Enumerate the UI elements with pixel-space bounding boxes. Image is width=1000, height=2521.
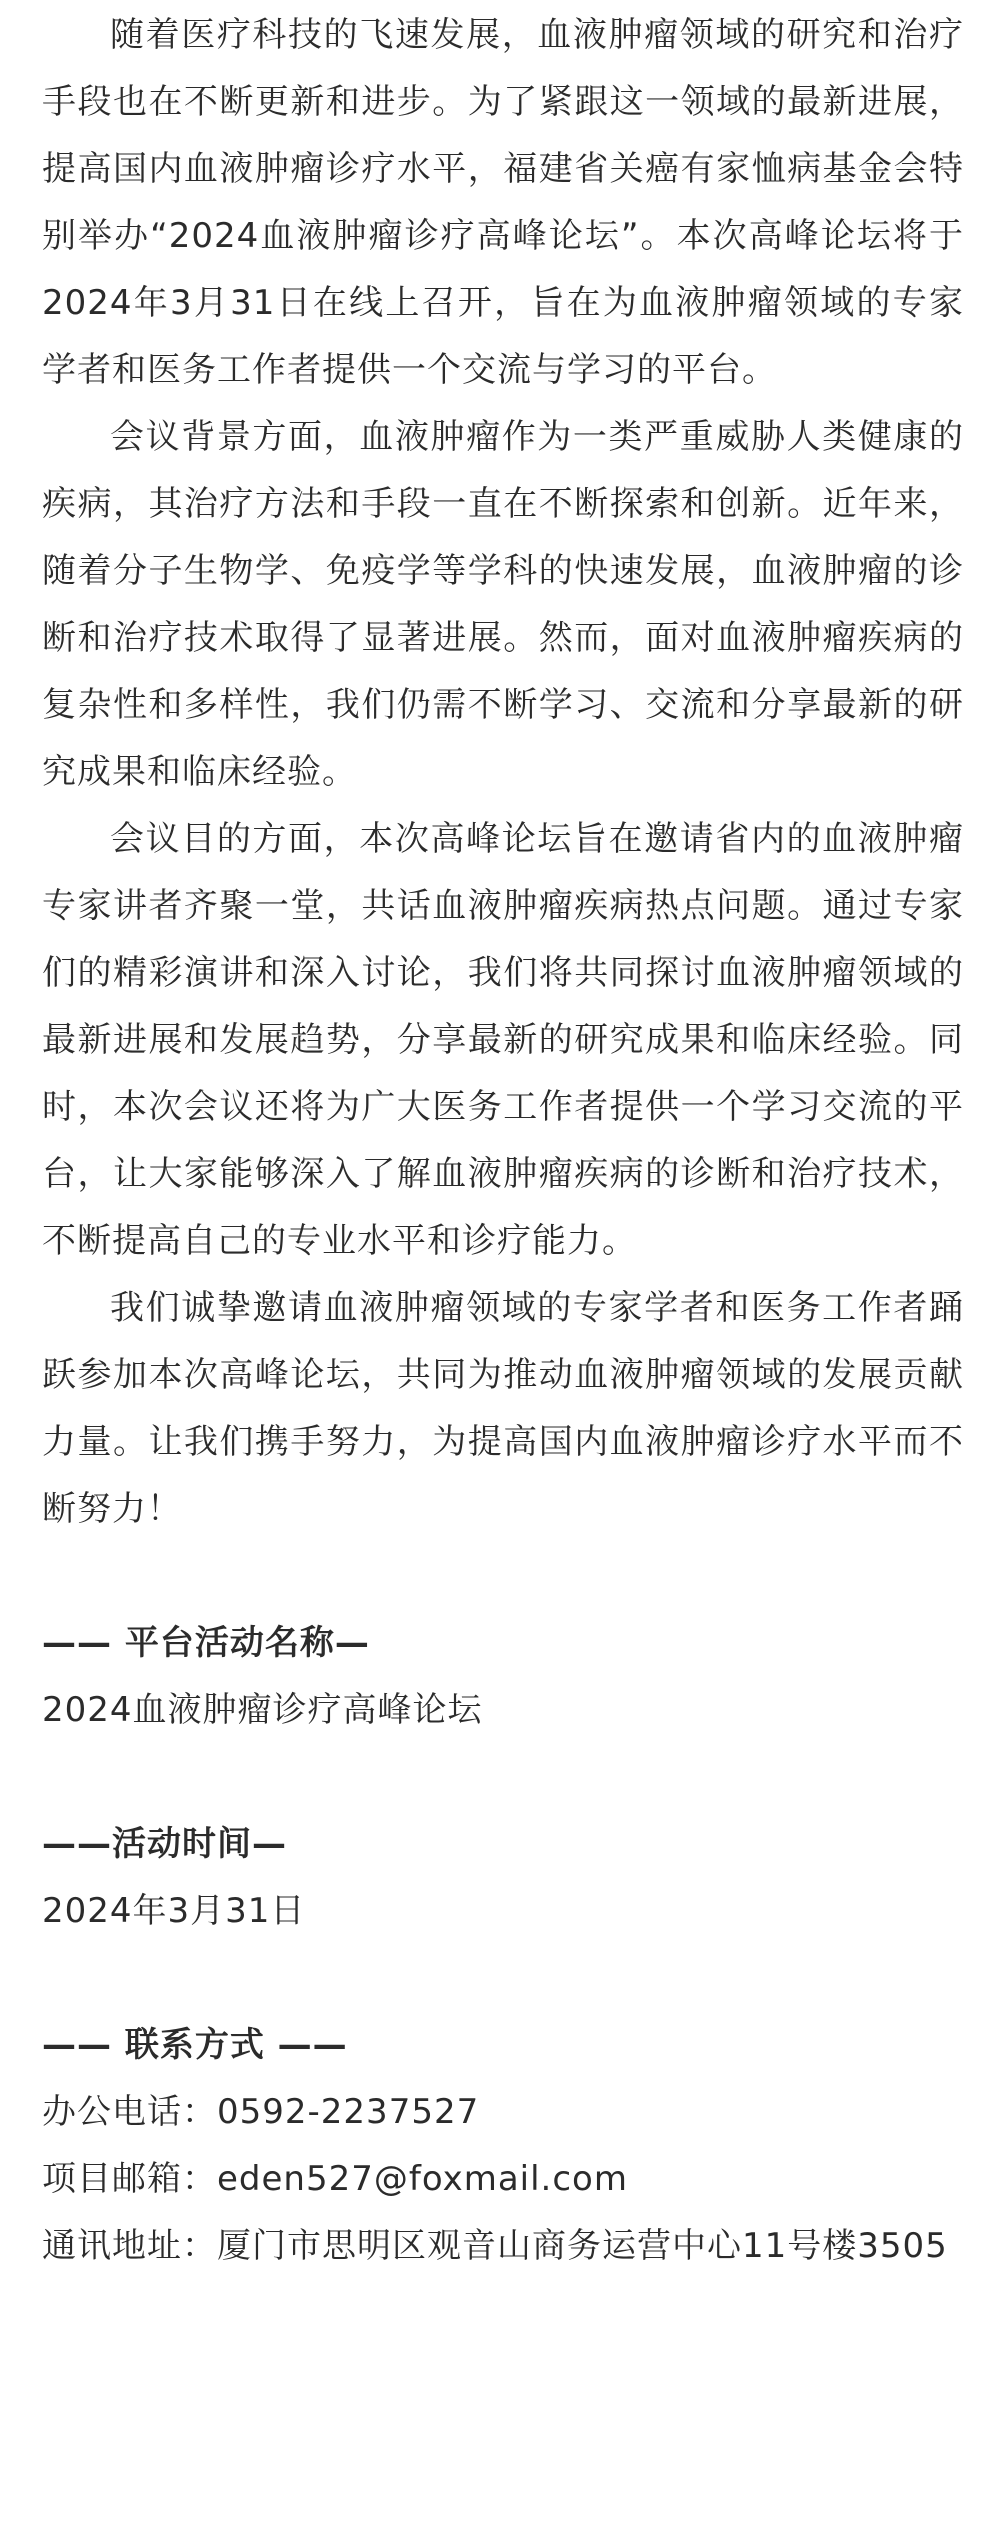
contact-address: 通讯地址：厦门市思明区观音山商务运营中心11号楼3505 bbox=[42, 2226, 948, 2266]
background-paragraph: 会议背景方面，血液肿瘤作为一类严重威胁人类健康的疾病，其治疗方法和手段一直在不断探索和创新。近年来，随着分子生物学、免疫学等学科的快速发展，血液肿瘤的诊断和治疗技术取得了显著进展。然而，面对血液肿瘤疾病的复杂性和多样性，我们仍需不断学习、交流和分享最新的研究成果和临床经验。 bbox=[42, 417, 964, 792]
contact-section bbox=[42, 2012, 964, 2280]
purpose-paragraph: 会议目的方面，本次高峰论坛旨在邀请省内的血液肿瘤专家讲者齐聚一堂，共话血液肿瘤疾病热点问题。通过专家们的精彩演讲和深入讨论，我们将共同探讨血液肿瘤领域的最新进展和发展趋势，分享最新的研究成果和临床经验。同时，本次会议还将为广大医务工作者提供一个学习交流的平台，让大家能够深入了解血液肿瘤疾病的诊断和治疗技术，不断提高自己的专业水平和诊疗能力。 bbox=[42, 819, 964, 1261]
contact-email: 项目邮箱：eden527@foxmail.com bbox=[42, 2159, 628, 2199]
activity-name-heading: —— 平台活动名称— bbox=[42, 1623, 370, 1663]
activity-name-section bbox=[42, 1610, 964, 1744]
intro-paragraph: 随着医疗科技的飞速发展，血液肿瘤领域的研究和治疗手段也在不断更新和进步。为了紧跟这一领域的最新进展，提高国内血液肿瘤诊疗水平，福建省关癌有家恤病基金会特别举办“2024血液肿瘤诊疗高峰论坛”。本次高峰论坛将于2024年3月31日在线上召开，旨在为血液肿瘤领域的专家学者和医务工作者提供一个交流与学习的平台。 bbox=[42, 15, 964, 390]
contact-phone: 办公电话：0592-2237527 bbox=[42, 2092, 480, 2132]
contact-heading: —— 联系方式 —— bbox=[42, 2025, 348, 2065]
activity-time-section bbox=[42, 1811, 964, 1945]
invitation-paragraph: 我们诚挚邀请血液肿瘤领域的专家学者和医务工作者踊跃参加本次高峰论坛，共同为推动血液肿瘤领域的发展贡献力量。让我们携手努力，为提高国内血液肿瘤诊疗水平而不断努力！ bbox=[42, 1288, 964, 1529]
activity-time-heading: ——活动时间— bbox=[42, 1824, 287, 1864]
activity-name-value: 2024血液肿瘤诊疗高峰论坛 bbox=[42, 1690, 483, 1730]
activity-time-value: 2024年3月31日 bbox=[42, 1891, 306, 1931]
